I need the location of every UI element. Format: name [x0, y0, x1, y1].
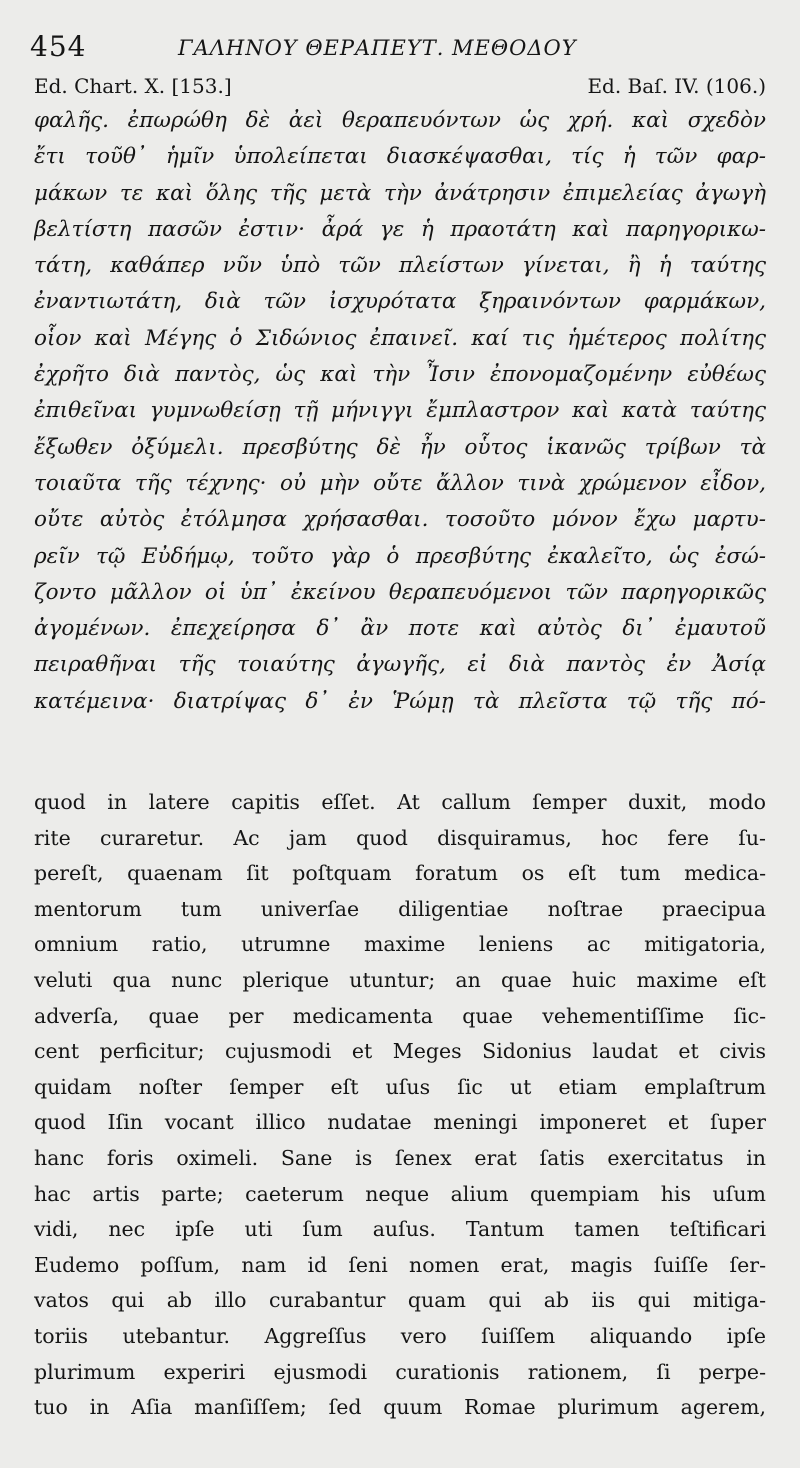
latin-text-line: toriis utebantur. Aggreſſus vero ſuiſſem aliquando ipſe — [34, 1323, 766, 1348]
greek-text-line: ἐπιθεῖναι γυμνωθείσῃ τῇ μήνιγγι ἔμπλαστρον καὶ κατὰ ταύτης — [34, 398, 766, 424]
edition-reference-line — [34, 74, 766, 104]
latin-translation-block — [34, 785, 766, 1426]
greek-text-line: πειραθῆναι τῆς τοιαύτης ἀγωγῆς, εἰ διὰ παντὸς ἐν Ἀσίᾳ — [34, 652, 766, 678]
edition-chartier-reference: Ed. Chart. X. [153.] — [34, 74, 232, 98]
latin-text-line: plurimum experiri ejusmodi curationis rationem, ſi perpe- — [34, 1359, 766, 1384]
latin-text-line: quod in latere capitis eſſet. At callum ſemper duxit, modo — [34, 790, 766, 814]
greek-text-line: βελτίστη πασῶν ἐστιν· ἆρά γε ἡ πραοτάτη καὶ παρηγορικω- — [34, 216, 766, 242]
latin-text-line: vidi, nec ipſe uti ſum auſus. Tantum tamen teſtificari — [34, 1217, 766, 1242]
greek-text-line: μάκων τε καὶ ὅλης τῆς μετὰ τὴν ἀνάτρησιν ἐπιμελείας ἀγωγὴ — [34, 180, 766, 206]
latin-text-line: rite curaretur. Ac jam quod disquiramus, hoc fere ſu- — [34, 825, 766, 850]
latin-text-line: tuo in Aſia manſiſſem; ſed quum Romae plurimum agerem, — [34, 1395, 766, 1420]
page-number: 454 — [30, 30, 87, 63]
greek-text-line: οἷον καὶ Μέγης ὁ Σιδώνιος ἐπαινεῖ. καί τις ἡμέτερος πολίτης — [34, 325, 766, 351]
latin-text-line: veluti qua nunc plerique utuntur; an quae huic maxime eſt — [34, 967, 766, 992]
latin-text-line: omnium ratio, utrumne maxime leniens ac mitigatoria, — [34, 932, 766, 957]
greek-text-line: ἐχρῆτο διὰ παντὸς, ὡς καὶ τὴν Ἶσιν ἐπονομαζομένην εὐθέως — [34, 362, 766, 388]
greek-text-line: οὔτε αὐτὸς ἐτόλμησα χρήσασθαι. τοσοῦτο μόνον ἔχω μαρτυ- — [34, 507, 766, 533]
latin-text-line: hanc foris oximeli. Sane is ſenex erat ſatis exercitatus in — [34, 1145, 766, 1170]
greek-text-line: ἐναντιωτάτη, διὰ τῶν ἰσχυρότατα ξηραινόντων φαρμάκων, — [34, 289, 766, 315]
edition-basel-reference: Ed. Baſ. IV. (106.) — [587, 74, 766, 98]
running-head — [30, 24, 770, 64]
greek-text-line: τάτη, καθάπερ νῦν ὑπὸ τῶν πλείστων γίνεται, ἢ ἡ ταύτης — [34, 253, 766, 279]
latin-text-line: quod Iſin vocant illico nudatae meningi imponeret et ſuper — [34, 1110, 766, 1135]
greek-text-line: ἔξωθεν ὀξύμελι. πρεσβύτης δὲ ἦν οὗτος ἱκανῶς τρίβων τὰ — [34, 434, 766, 460]
latin-text-line: pereſt, quaenam ſit poſtquam foratum os eſt tum medica- — [34, 861, 766, 886]
latin-text-line: mentorum tum univerſae diligentiae noſtrae praecipua — [34, 896, 766, 921]
greek-text-line: φαλῆς. ἐπωρώθη δὲ ἀεὶ θεραπευόντων ὡς χρή. καὶ σχεδὸν — [34, 108, 766, 133]
latin-text-line: cent perficitur; cujusmodi et Meges Sidonius laudat et civis — [34, 1039, 766, 1064]
latin-text-line: Eudemo poſſum, nam id ſeni nomen erat, magis ſuiſſe ſer- — [34, 1252, 766, 1277]
greek-text-block — [34, 103, 766, 720]
latin-text-line: quidam noſter ſemper eſt uſus ſic ut etiam emplaſtrum — [34, 1074, 766, 1099]
running-title: ΓΑΛΗΝΟΥ ΘΕΡΑΠΕΥΤ. ΜΕΘΟΔΟΥ — [178, 36, 577, 60]
greek-text-line: τοιαῦτα τῆς τέχνης· οὐ μὴν οὔτε ἄλλον τινὰ χρώμενον εἶδον, — [34, 470, 766, 496]
greek-text-line: ἀγομένων. ἐπεχείρησα δ᾽ ἂν ποτε καὶ αὐτὸς δι᾽ ἐμαυτοῦ — [34, 616, 766, 642]
greek-text-line: ζοντο μᾶλλον οἱ ὑπ᾽ ἐκείνου θεραπευόμενοι τῶν παρηγορικῶς — [34, 579, 766, 605]
greek-text-line: κατέμεινα· διατρίψας δ᾽ ἐν Ῥώμῃ τὰ πλεῖστα τῷ τῆς πό- — [34, 688, 766, 714]
greek-text-line: ρεῖν τῷ Εὐδήμῳ, τοῦτο γὰρ ὁ πρεσβύτης ἐκαλεῖτο, ὡς ἐσώ- — [34, 543, 766, 569]
latin-text-line: vatos qui ab illo curabantur quam qui ab iis qui mitiga- — [34, 1288, 766, 1313]
greek-text-line: ἔτι τοῦθ᾽ ἡμῖν ὑπολείπεται διασκέψασθαι, τίς ἡ τῶν φαρ- — [34, 144, 766, 170]
latin-text-line: adverſa, quae per medicamenta quae vehementiſſime ſic- — [34, 1003, 766, 1028]
latin-text-line: hac artis parte; caeterum neque alium quempiam his uſum — [34, 1181, 766, 1206]
